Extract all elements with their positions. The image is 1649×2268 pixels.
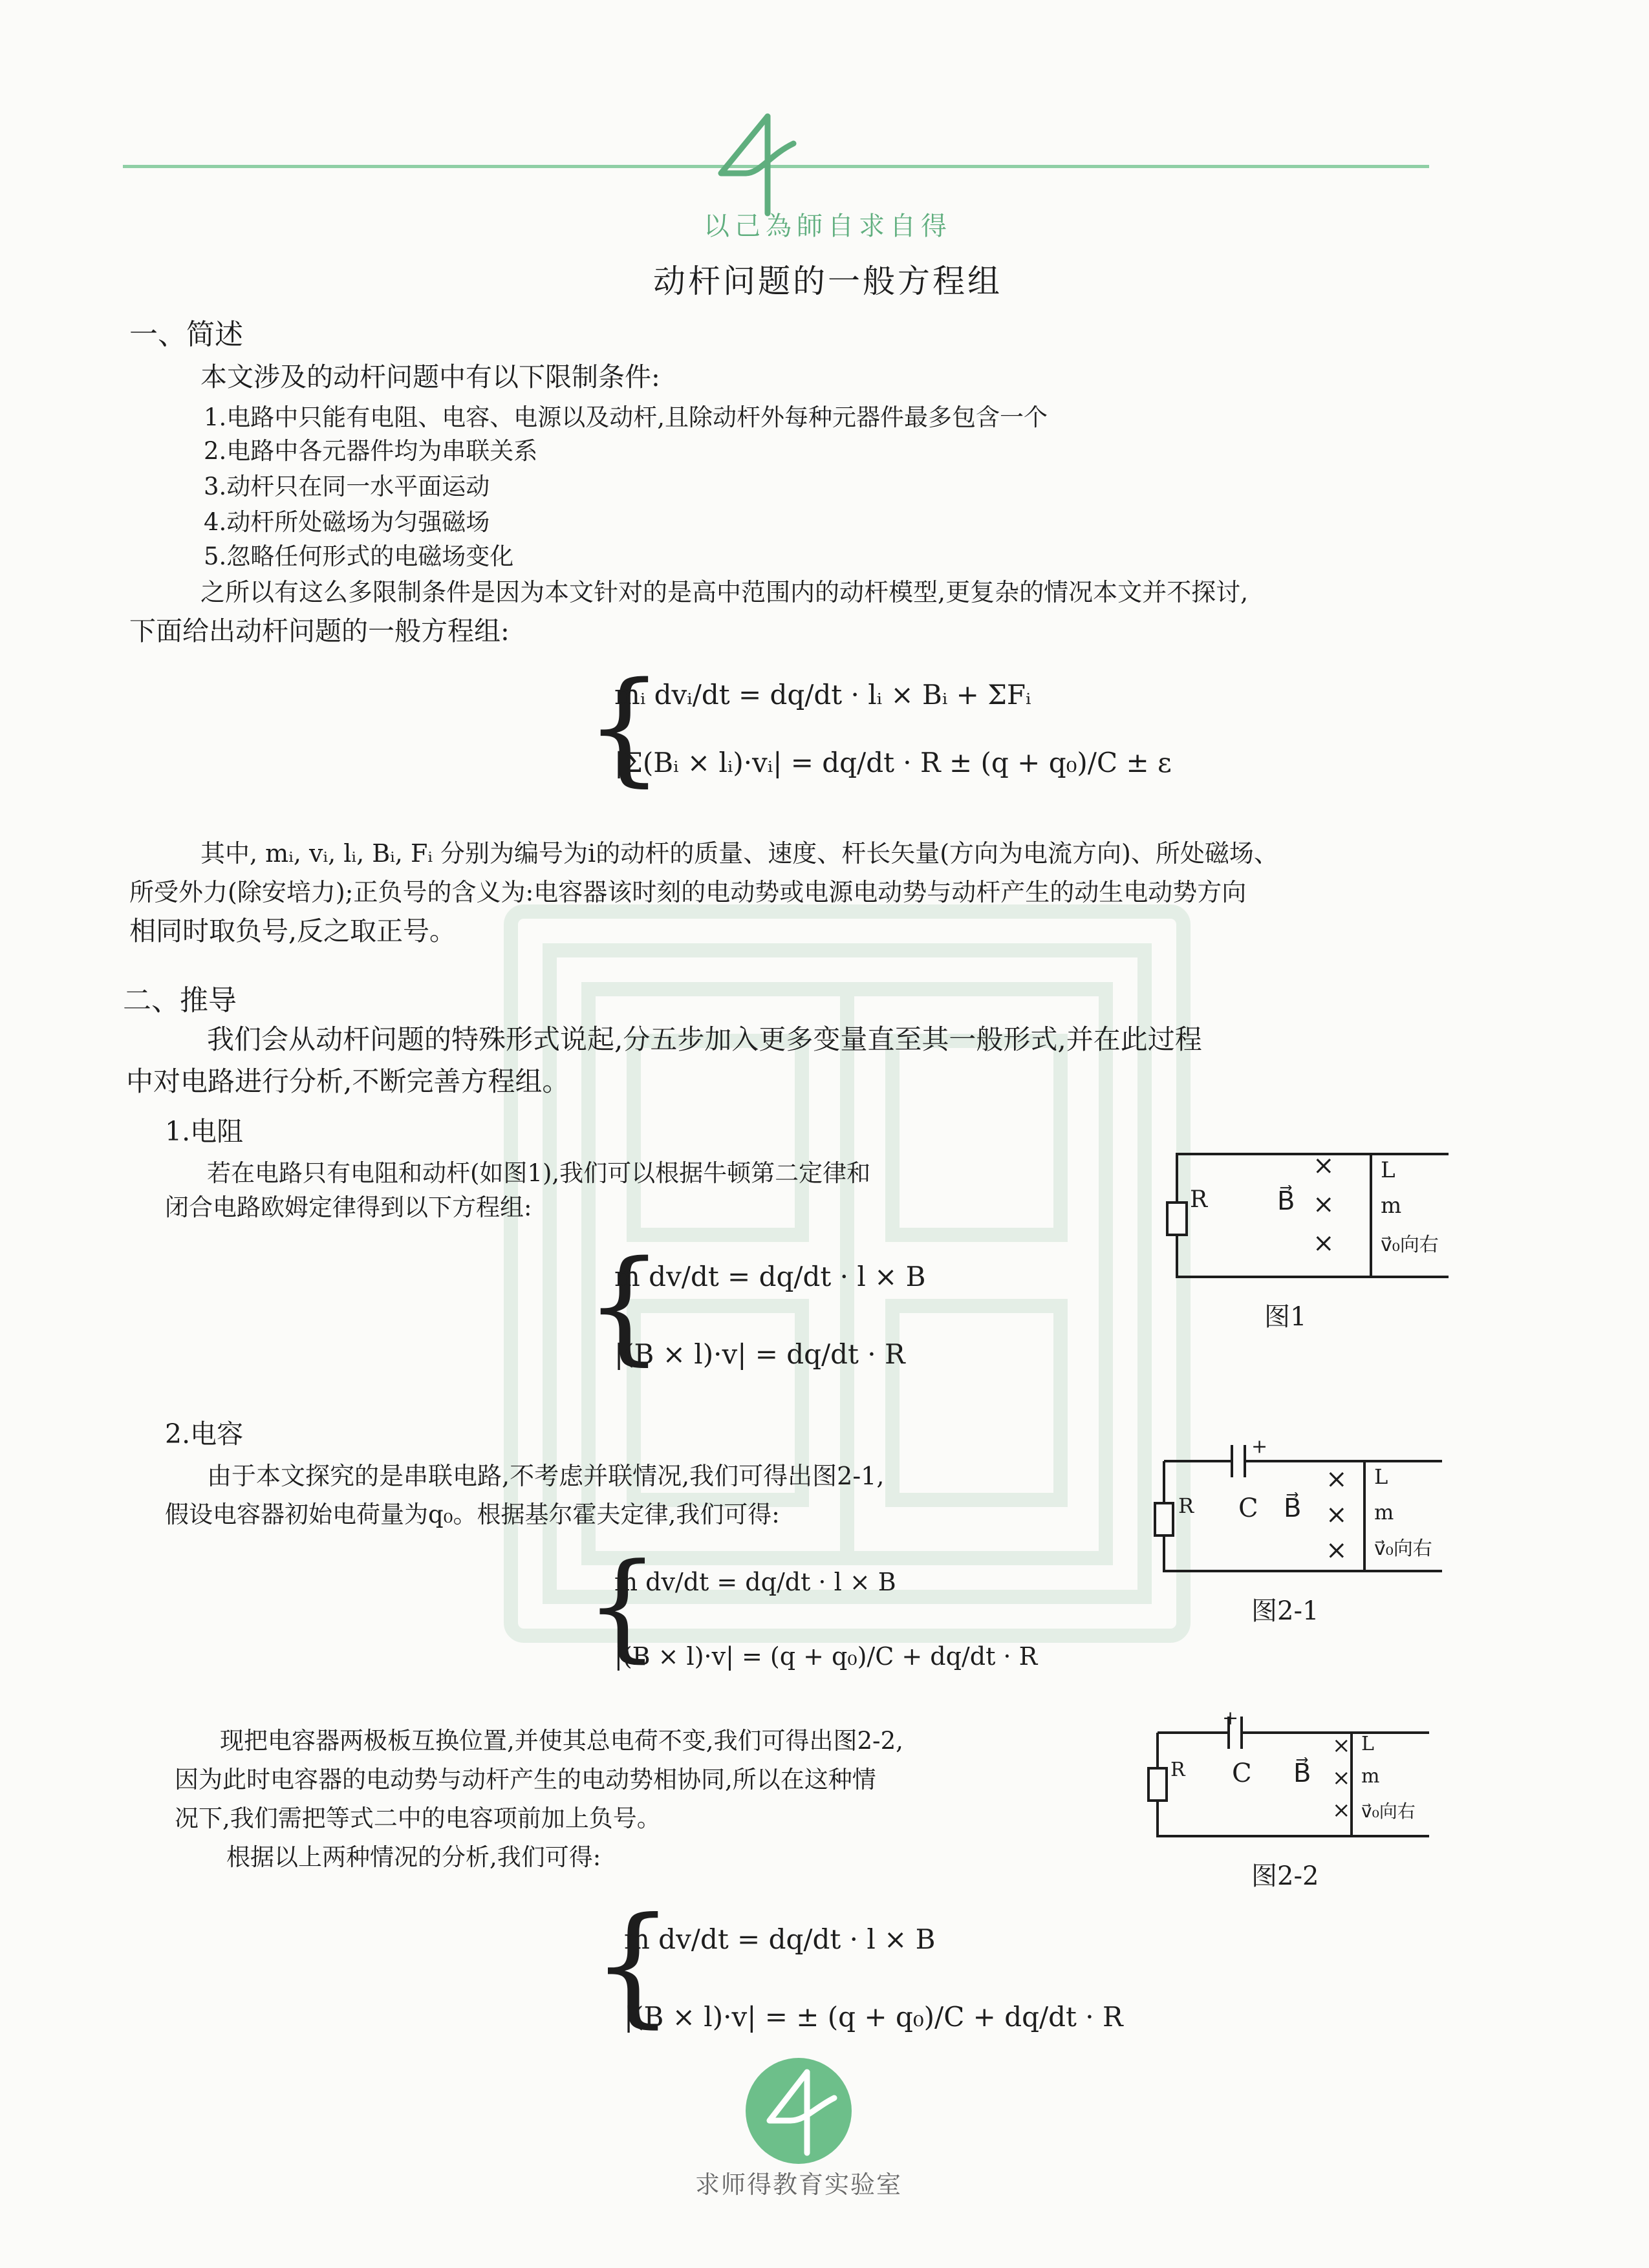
fig1-label-L: L [1381, 1157, 1396, 1183]
eq-1-line-1: m dv/dt = dq/dt · l × B [614, 1261, 926, 1292]
fig2-2-x-2: × [1332, 1765, 1351, 1791]
fig1-caption: 图1 [1264, 1302, 1307, 1332]
condition-1: 1.电路中只能有电阻、电容、电源以及动杆,且除动杆外每种元器件最多包含一个 [204, 403, 1048, 431]
eq-2b-line-1: m dv/dt = dq/dt · l × B [624, 1923, 936, 1955]
footer-org-name: 求师得教育实验室 [695, 2170, 902, 2199]
fig1-x-1: × [1313, 1151, 1335, 1181]
sub-2-text-3: 现把电容器两极板互换位置,并使其总电荷不变,我们可得出图2-2, [220, 1727, 903, 1755]
section-2-intro-1: 我们会从动杆问题的特殊形式说起,分五步加入更多变量直至其一般形式,并在此过程 [207, 1023, 1202, 1055]
sub-2-text-4: 因为此时电容器的电动势与动杆产生的电动势相协同,所以在这种情 [175, 1766, 876, 1793]
condition-4: 4.动杆所处磁场为匀强磁场 [204, 508, 490, 536]
fig2-2-caption: 图2-2 [1251, 1861, 1319, 1891]
eq-2a-line-1: m dv/dt = dq/dt · l × B [614, 1568, 896, 1596]
fig2-2-label-R: R [1170, 1759, 1185, 1781]
fig1-label-m: m [1381, 1193, 1402, 1219]
condition-5: 5.忽略任何形式的电磁场变化 [204, 542, 514, 570]
eq-2a-brace: { [585, 1539, 660, 1674]
general-eq-brace: { [585, 656, 663, 798]
fig2-1-plus: + [1251, 1435, 1268, 1458]
section-2-heading: 二、推导 [123, 984, 237, 1017]
fig2-1-x-2: × [1326, 1500, 1348, 1530]
fig2-2-x-1: × [1332, 1733, 1351, 1759]
general-eq-line-1: mᵢ dvᵢ/dt = dq/dt · lᵢ × Bᵢ + ΣFᵢ [614, 679, 1031, 711]
fig1-x-3: × [1313, 1228, 1335, 1258]
fig2-2-label-L: L [1361, 1733, 1374, 1755]
sub-2-heading: 2.电容 [165, 1418, 244, 1450]
eq-2a-line-2: |(B × l)·v| = (q + q₀)/C + dq/dt · R [614, 1642, 1038, 1671]
general-eq-line-2: |Σ(Bᵢ × lᵢ)·vᵢ| = dq/dt · R ± (q + q₀)/C ± ε [614, 747, 1172, 778]
section-2-intro-2: 中对电路进行分析,不断完善方程组。 [126, 1065, 570, 1097]
fig2-1-label-C: C [1238, 1493, 1258, 1523]
fig2-1-caption: 图2-1 [1251, 1596, 1319, 1626]
condition-3: 3.动杆只在同一水平面运动 [204, 473, 490, 500]
figure-1-circuit [1151, 1148, 1461, 1290]
sub-2-text-5: 况下,我们需把等式二中的电容项前加上负号。 [175, 1804, 661, 1832]
fig2-1-label-L: L [1374, 1464, 1388, 1489]
fig2-2-x-3: × [1332, 1797, 1351, 1823]
sub-2-text-2: 假设电容器初始电荷量为q₀。根据基尔霍夫定律,我们可得: [165, 1501, 780, 1528]
header-logo-icon [708, 110, 799, 220]
page-title: 动杆问题的一般方程组 [653, 262, 1002, 300]
fig2-2-label-B: B⃗ [1293, 1759, 1311, 1788]
fig1-label-v: v⃗₀向右 [1381, 1234, 1439, 1256]
figure-2-1-circuit [1151, 1442, 1461, 1584]
fig1-label-B: B⃗ [1277, 1186, 1295, 1216]
explain-line-3: 相同时取负号,反之取正号。 [129, 915, 457, 947]
header-motto: 以己為師自求自得 [704, 211, 952, 241]
sub-2-text-6: 根据以上两种情况的分析,我们可得: [226, 1843, 601, 1871]
eq-1-brace: { [585, 1234, 663, 1377]
footer-logo-icon [744, 2056, 854, 2166]
fig2-1-label-R: R [1178, 1493, 1194, 1518]
reason-line-2: 下面给出动杆问题的一般方程组: [129, 615, 510, 647]
fig2-2-label-C: C [1232, 1759, 1252, 1788]
fig2-1-x-3: × [1326, 1535, 1348, 1565]
fig2-1-label-B: B⃗ [1284, 1493, 1302, 1523]
fig2-1-label-m: m [1374, 1500, 1394, 1524]
fig2-1-label-v: v⃗₀向右 [1374, 1537, 1432, 1560]
section-1-heading: 一、简述 [129, 318, 243, 351]
eq-2b-line-2: |(B × l)·v| = ± (q + q₀)/C + dq/dt · R [624, 2001, 1123, 2033]
fig2-2-label-m: m [1361, 1765, 1380, 1788]
eq-2b-brace: { [592, 1890, 674, 2040]
eq-1-line-2: |(B × l)·v| = dq/dt · R [614, 1338, 905, 1370]
fig1-x-2: × [1313, 1190, 1335, 1219]
fig1-label-R: R [1190, 1186, 1208, 1213]
fig2-2-label-v: v⃗₀向右 [1361, 1801, 1416, 1822]
condition-2: 2.电路中各元器件均为串联关系 [204, 437, 538, 465]
explain-line-1: 其中, mᵢ, vᵢ, lᵢ, Bᵢ, Fᵢ 分别为编号为i的动杆的质量、速度、杆长矢量(方向为电流方向)、所处磁场、 [200, 839, 1278, 868]
sub-1-heading: 1.电阻 [165, 1116, 244, 1147]
sub-1-text-1: 若在电路只有电阻和动杆(如图1),我们可以根据牛顿第二定律和 [207, 1159, 871, 1187]
reason-line-1: 之所以有这么多限制条件是因为本文针对的是高中范围内的动杆模型,更复杂的情况本文并不探讨, [200, 578, 1249, 606]
section-1-intro: 本文涉及的动杆问题中有以下限制条件: [200, 361, 660, 392]
sub-1-text-2: 闭合电路欧姆定律得到以下方程组: [165, 1193, 532, 1221]
fig2-1-x-1: × [1326, 1464, 1348, 1494]
explain-line-2: 所受外力(除安培力);正负号的含义为:电容器该时刻的电动势或电源电动势与动杆产生的动生电动势方向 [129, 878, 1247, 906]
fig2-2-plus: + [1222, 1707, 1239, 1729]
sub-2-text-1: 由于本文探究的是串联电路,不考虑并联情况,我们可得出图2-1, [207, 1462, 885, 1490]
